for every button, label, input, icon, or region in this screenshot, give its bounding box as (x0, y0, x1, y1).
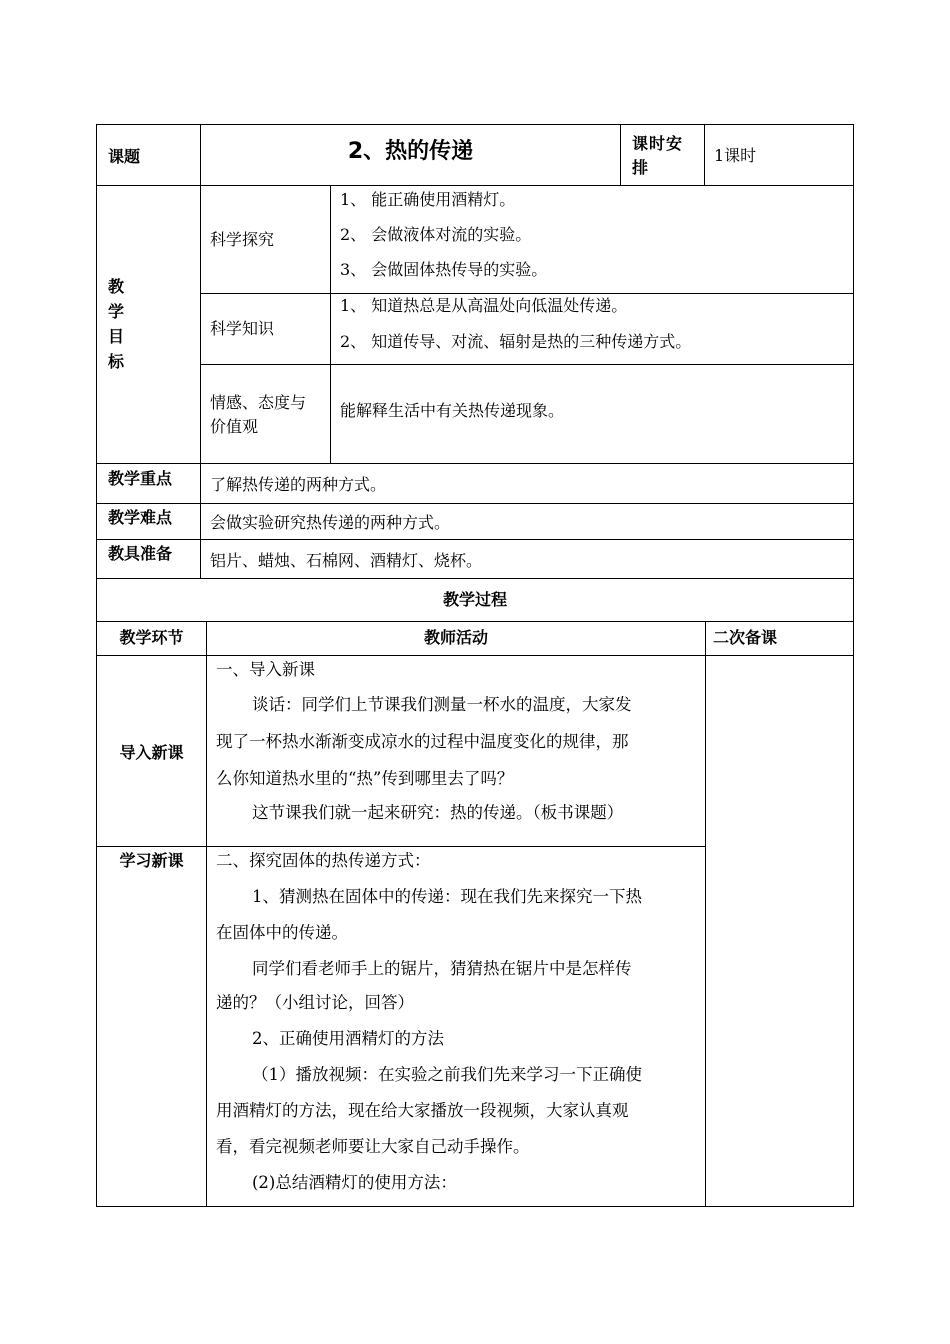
objectives-label-cell (96, 185, 201, 464)
schedule-label-line1: 课时安 (632, 134, 684, 153)
content-line: 二、探究固体的热传递方式： (216, 851, 431, 870)
content-line: 同学们看老师手上的锯片，猜猜热在锯片中是怎样传 (252, 959, 632, 978)
content-line: 这节课我们就一起来研究：热的传递。（板书课题） (252, 803, 624, 822)
key-point-value-cell (200, 463, 854, 504)
content-line: （1）播放视频：在实验之前我们先来学习一下正确使 (252, 1065, 642, 1084)
notes-column-label: 二次备课 (713, 628, 778, 647)
content-line: 么你知道热水里的“热”传到哪里去了吗？ (216, 769, 514, 788)
objectives-label-char: 学 (108, 302, 125, 321)
content-line: 一、导入新课 (216, 660, 315, 679)
objective-item: 2、 会做液体对流的实验。 (340, 225, 532, 244)
objective-group-name-cell (200, 293, 331, 365)
objective-group-name: 科学探究 (210, 230, 275, 249)
content-line: 谈话：同学们上节课我们测量一杯水的温度，大家发 (252, 695, 632, 714)
stage1-label-cell (96, 655, 207, 847)
teacher-column-label: 教师活动 (423, 628, 488, 647)
difficulty-label: 教学难点 (108, 508, 173, 527)
objective-item: 3、 会做固体热传导的实验。 (340, 260, 548, 279)
materials-value: 铝片、蜡烛、石棉网、酒精灯、烧杯。 (210, 551, 483, 570)
key-point-label: 教学重点 (108, 469, 173, 488)
objective-group-name-cell (200, 185, 331, 294)
content-line: 用酒精灯的方法，现在给大家播放一段视频，大家认真观 (216, 1101, 629, 1120)
stage-column-label: 教学环节 (119, 628, 184, 647)
topic-label-cell (96, 124, 201, 186)
lesson-title: 2、热的传递 (347, 139, 474, 164)
content-line: 看，看完视频老师要让大家自己动手操作。 (216, 1137, 530, 1156)
materials-label: 教具准备 (108, 544, 173, 563)
stage1-label: 导入新课 (119, 743, 184, 762)
topic-label: 课题 (108, 147, 141, 166)
lesson-plan-table (96, 124, 854, 1207)
schedule-value: 1课时 (714, 146, 757, 165)
content-line: 递的？（小组讨论，回答） (216, 993, 414, 1012)
objective-group-items-cell (330, 364, 854, 464)
content-line: (2)总结酒精灯的使用方法： (252, 1173, 457, 1192)
difficulty-value: 会做实验研究热传递的两种方式。 (210, 513, 451, 532)
difficulty-value-cell (200, 503, 854, 540)
schedule-label-cell (620, 124, 705, 186)
objectives-label-char: 教 (108, 277, 125, 296)
content-line: 1、猜测热在固体中的传递：现在我们先来探究一下热 (252, 887, 642, 906)
objective-group-name-cell (200, 364, 331, 464)
teacher-column-header (206, 621, 706, 656)
schedule-value-cell (704, 124, 854, 186)
stage2-label-cell (96, 846, 207, 1207)
title-cell (200, 124, 621, 186)
objective-group-name-line2: 价值观 (210, 417, 259, 436)
content-line: 现了一杯热水渐渐变成凉水的过程中温度变化的规律，那 (216, 732, 629, 751)
objectives-label-char: 标 (108, 352, 125, 371)
stage1-content-cell (206, 655, 706, 847)
materials-label-cell (96, 539, 201, 579)
process-heading-cell (96, 578, 854, 622)
objective-item: 1、 能正确使用酒精灯。 (340, 190, 516, 209)
materials-value-cell (200, 539, 854, 579)
key-point-value: 了解热传递的两种方式。 (210, 475, 387, 494)
objectives-label-char: 目 (108, 327, 125, 346)
objective-group-items-cell (330, 293, 854, 365)
stage2-content-cell (206, 846, 706, 1207)
objective-item: 1、 知道热总是从高温处向低温处传递。 (340, 296, 628, 315)
objective-group-items-cell (330, 185, 854, 294)
notes-column-header (705, 621, 854, 656)
stage-column-header (96, 621, 207, 656)
stage2-label: 学习新课 (119, 851, 184, 870)
process-heading: 教学过程 (442, 590, 507, 609)
difficulty-label-cell (96, 503, 201, 540)
schedule-label-line2: 排 (632, 158, 649, 177)
content-line: 2、正确使用酒精灯的方法 (252, 1029, 444, 1048)
objective-item: 能解释生活中有关热传递现象。 (340, 401, 565, 420)
notes-cell (705, 655, 854, 1207)
objective-group-name-line1: 情感、态度与 (210, 393, 307, 412)
objective-item: 2、 知道传导、对流、辐射是热的三种传递方式。 (340, 332, 692, 351)
key-point-label-cell (96, 463, 201, 504)
content-line: 在固体中的传递。 (216, 923, 348, 942)
objective-group-name: 科学知识 (210, 319, 275, 338)
